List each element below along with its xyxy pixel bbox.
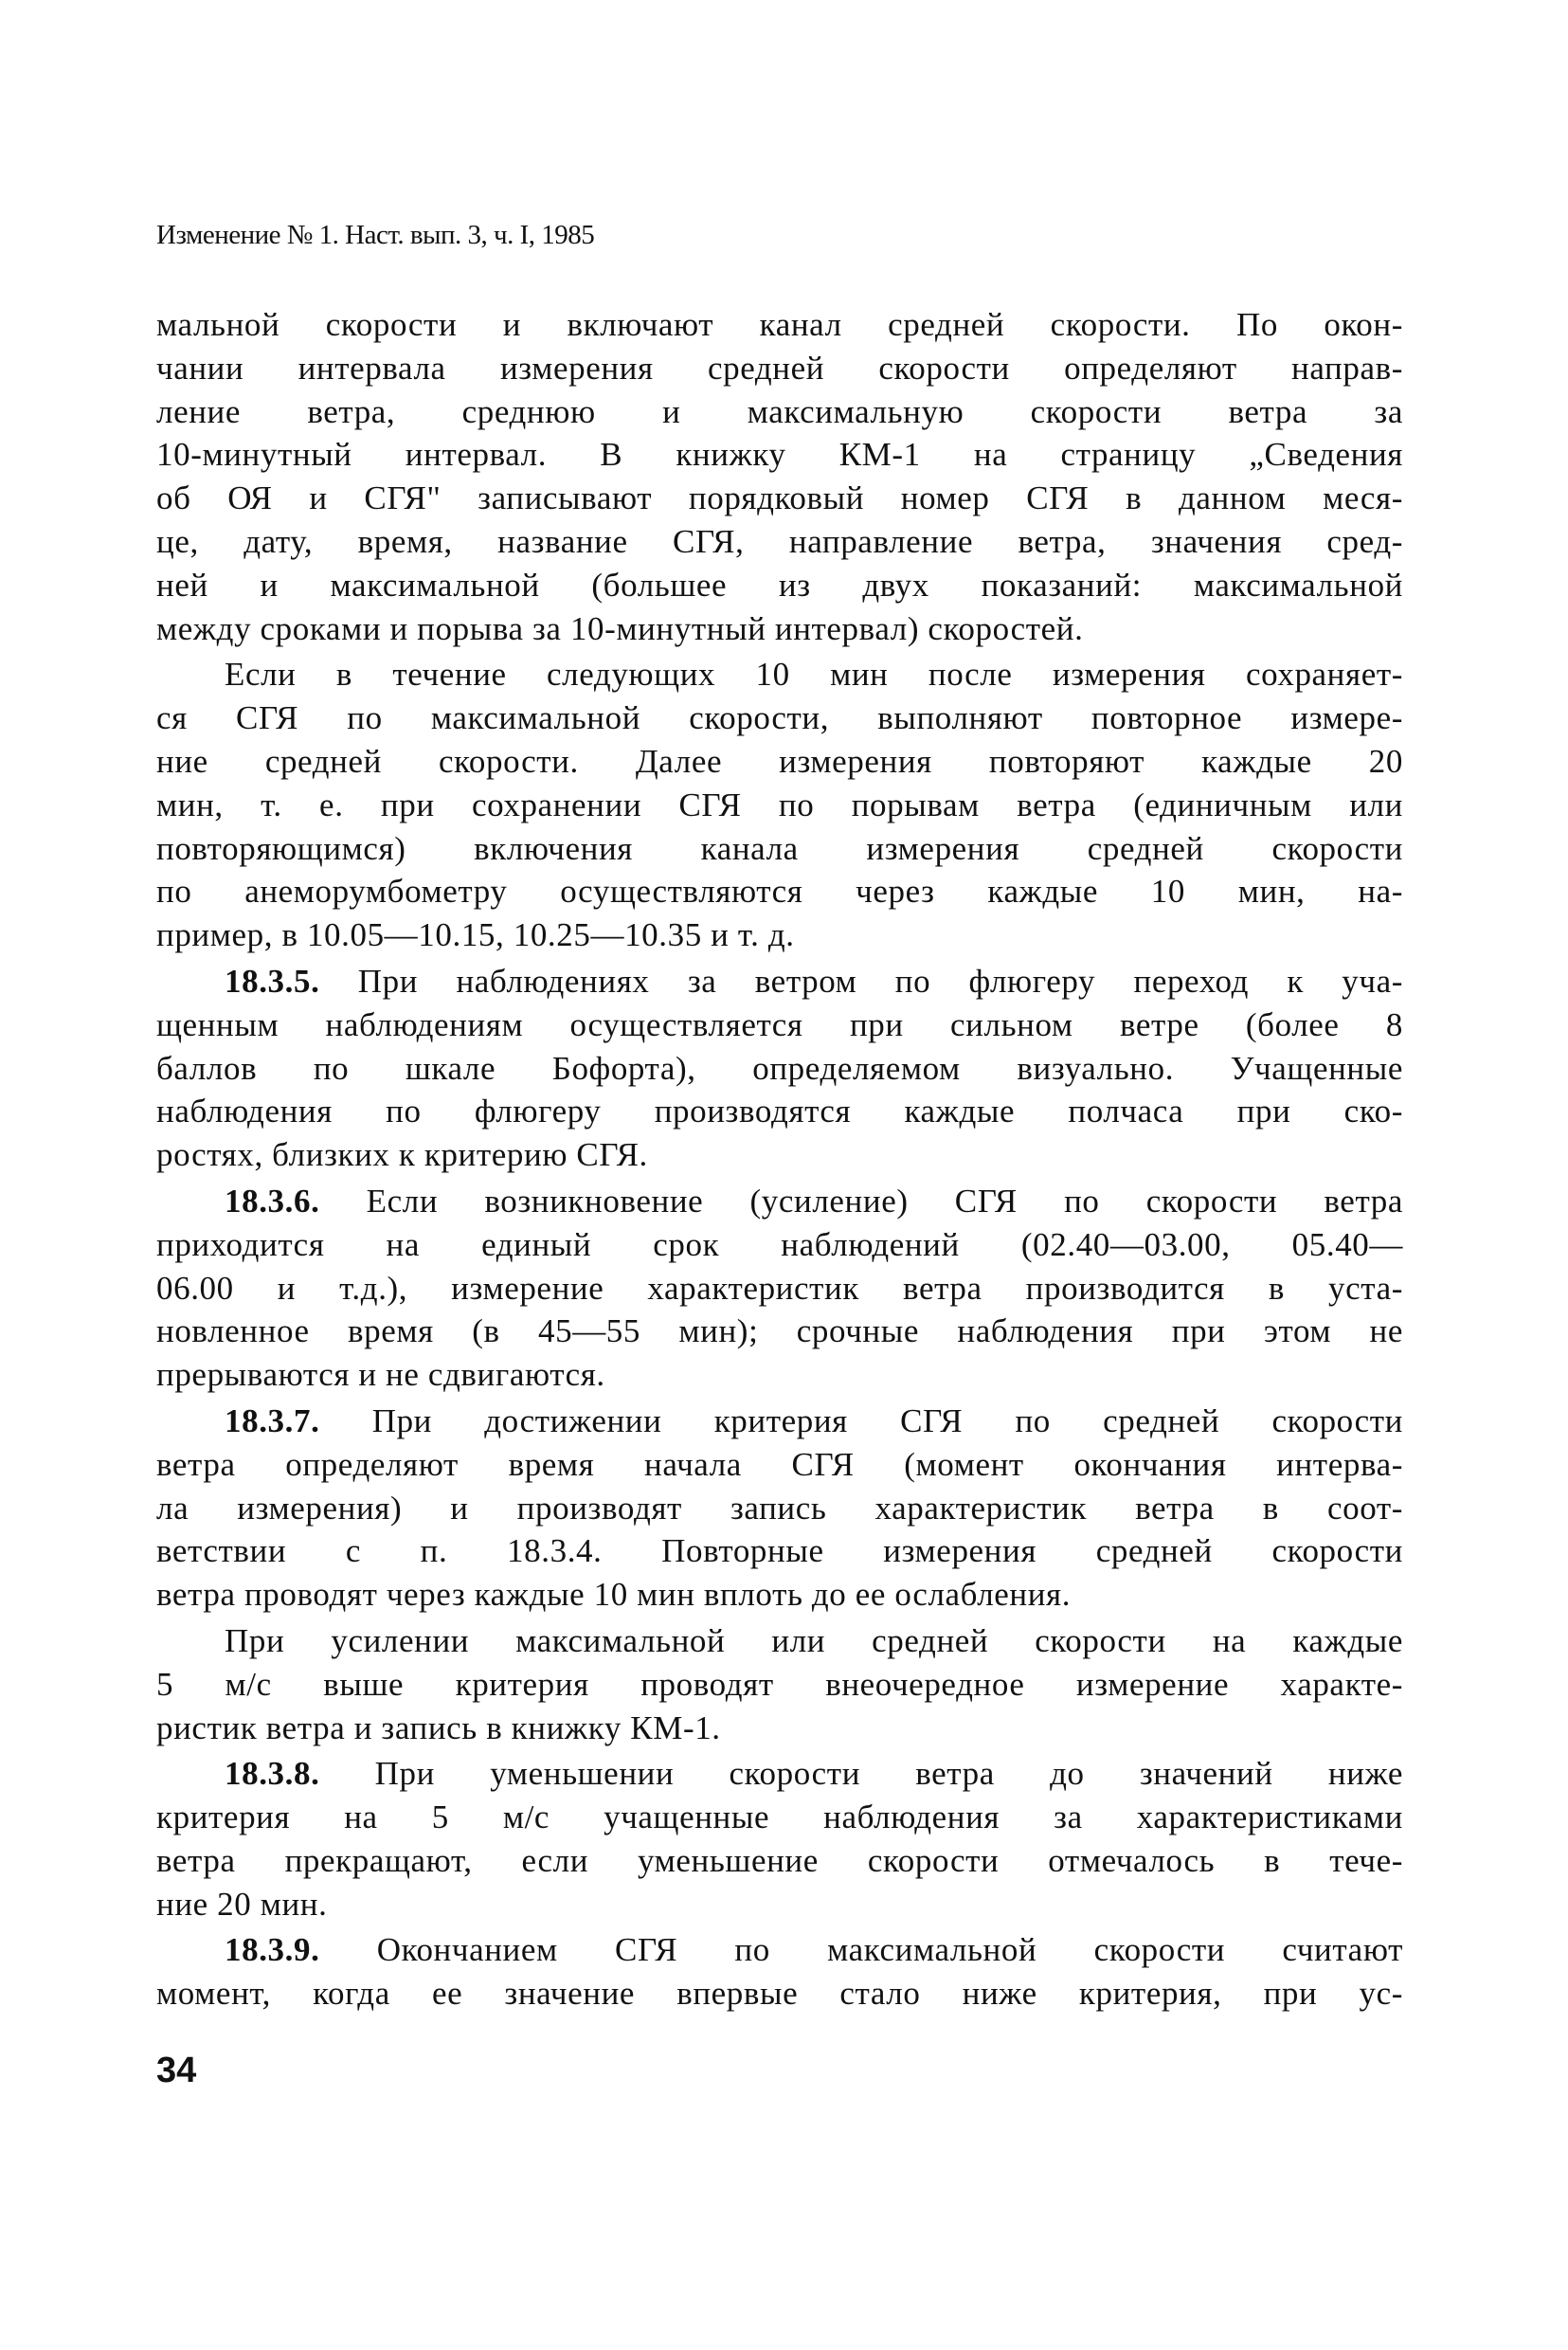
line-text: ветра прекращают, если уменьшение скорости отмечалось в тече- — [156, 1841, 1403, 1879]
line-text: мальной скорости и включают канал средней скорости. По окон- — [156, 306, 1403, 343]
line-text: ветра определяют время начала СГЯ (момент окончания интерва- — [156, 1445, 1403, 1483]
text-line — [156, 390, 1403, 434]
text-line — [156, 1839, 1403, 1883]
line-text: При наблюдениях за ветром по флюгеру переход к уча- — [319, 962, 1403, 1000]
text-line — [156, 1090, 1403, 1133]
section-paragraph — [156, 1752, 1403, 1925]
line-text: ние 20 мин. — [156, 1885, 328, 1923]
text-line — [156, 1663, 1403, 1707]
line-text: критерия на 5 м/с учащенные наблюдения за характеристиками — [156, 1799, 1403, 1836]
text-line — [156, 1619, 1403, 1663]
text-line — [156, 564, 1403, 607]
line-text: При усилении максимальной или средней скорости на каждые — [225, 1621, 1403, 1659]
text-line — [156, 653, 1403, 696]
paragraph — [156, 1619, 1403, 1749]
text-line — [156, 960, 1403, 1003]
line-text: момент, когда ее значение впервые стало ниже критерия, при ус- — [156, 1975, 1403, 2013]
line-text: ветствии с п. 18.3.4. Повторные измерения средней скорости — [156, 1532, 1403, 1570]
line-text: ристик ветра и запись в книжку КМ-1. — [156, 1708, 721, 1746]
section-number: 18.3.5. — [225, 962, 320, 1000]
text-line — [156, 1752, 1403, 1796]
line-text: Если возникновение (усиление) СГЯ по скорости ветра — [319, 1182, 1403, 1220]
line-text: Если в течение следующих 10 мин после измерения сохраняет- — [225, 656, 1403, 694]
line-text: новленное время (в 45—55 мин); срочные наблюдения при этом не — [156, 1312, 1403, 1350]
text-line — [156, 740, 1403, 784]
section-paragraph — [156, 1400, 1403, 1617]
text-line — [156, 433, 1403, 477]
line-text: прерываются и не сдвигаются. — [156, 1356, 605, 1394]
text-line — [156, 1310, 1403, 1353]
line-text: Окончанием СГЯ по максимальной скорости считают — [319, 1931, 1403, 1969]
text-line — [156, 1529, 1403, 1573]
line-text: ла измерения) и производят запись характеристик ветра в соот- — [156, 1489, 1403, 1527]
line-text: 10-минутный интервал. В книжку КМ-1 на страницу „Сведения — [156, 436, 1403, 474]
text-line — [156, 784, 1403, 827]
line-text: ветра проводят через каждые 10 мин вплоть до ее ослабления. — [156, 1576, 1072, 1614]
paragraph — [156, 653, 1403, 957]
line-text: При уменьшении скорости ветра до значений ниже — [319, 1755, 1403, 1793]
line-text: 5 м/с выше критерия проводят внеочередное измерение характе- — [156, 1665, 1403, 1703]
line-text: ние средней скорости. Далее измерения повторяют каждые 20 — [156, 742, 1403, 780]
section-number: 18.3.7. — [225, 1401, 320, 1439]
line-text: мин, т. е. при сохранении СГЯ по порывам ветра (единичным или — [156, 786, 1403, 823]
text-line — [156, 1353, 1403, 1397]
line-text: це, дату, время, название СГЯ, направление ветра, значения сред- — [156, 522, 1403, 560]
running-header: Изменение № 1. Наст. вып. 3, ч. I, 1985 — [156, 220, 595, 250]
text-line — [156, 1573, 1403, 1617]
text-line — [156, 1133, 1403, 1177]
text-line — [156, 1883, 1403, 1926]
text-line — [156, 1003, 1403, 1047]
text-line — [156, 1267, 1403, 1311]
line-text: об ОЯ и СГЯ" записывают порядковый номер СГЯ в данном меся- — [156, 479, 1403, 517]
section-paragraph — [156, 1928, 1403, 2016]
line-text: повторяющимся) включения канала измерения средней скорости — [156, 829, 1403, 867]
section-number: 18.3.6. — [225, 1182, 320, 1220]
page-number: 34 — [156, 2051, 197, 2090]
text-line — [156, 1928, 1403, 1972]
section-number: 18.3.8. — [225, 1755, 320, 1793]
text-line — [156, 1047, 1403, 1091]
text-line — [156, 1400, 1403, 1443]
line-text: по анеморумбометру осуществляются через каждые 10 мин, на- — [156, 873, 1403, 911]
line-text: между сроками и порыва за 10-минутный интервал) скоростей. — [156, 609, 1084, 647]
line-text: приходится на единый срок наблюдений (02.40—03.00, 05.40— — [156, 1225, 1403, 1263]
text-line — [156, 870, 1403, 913]
text-line — [156, 696, 1403, 740]
text-line — [156, 1796, 1403, 1839]
text-line — [156, 520, 1403, 564]
line-text: ней и максимальной (большее из двух показаний: максимальной — [156, 566, 1403, 604]
line-text: ся СГЯ по максимальной скорости, выполняют повторное измере- — [156, 699, 1403, 737]
text-line — [156, 1443, 1403, 1487]
line-text: пример, в 10.05—10.15, 10.25—10.35 и т. д. — [156, 916, 795, 954]
line-text: наблюдения по флюгеру производятся каждые полчаса при ско- — [156, 1093, 1403, 1130]
line-text: ростях, близких к критерию СГЯ. — [156, 1136, 648, 1174]
text-line — [156, 1707, 1403, 1750]
paragraph — [156, 303, 1403, 650]
text-line — [156, 1180, 1403, 1223]
body-text — [156, 303, 1403, 2018]
text-line — [156, 477, 1403, 520]
line-text: щенным наблюдениям осуществляется при сильном ветре (более 8 — [156, 1005, 1403, 1043]
section-paragraph — [156, 960, 1403, 1177]
text-line — [156, 347, 1403, 390]
line-text: ление ветра, среднюю и максимальную скорости ветра за — [156, 392, 1403, 430]
text-line — [156, 1487, 1403, 1530]
section-number: 18.3.9. — [225, 1931, 320, 1969]
text-line — [156, 303, 1403, 347]
section-paragraph — [156, 1180, 1403, 1397]
text-line — [156, 827, 1403, 871]
line-text: 06.00 и т.д.), измерение характеристик ветра производится в уста- — [156, 1269, 1403, 1307]
text-line — [156, 1972, 1403, 2016]
text-line — [156, 913, 1403, 957]
line-text: При достижении критерия СГЯ по средней скорости — [319, 1401, 1403, 1439]
text-line — [156, 1223, 1403, 1267]
line-text: баллов по шкале Бофорта), определяемом визуально. Учащенные — [156, 1049, 1403, 1087]
text-line — [156, 607, 1403, 651]
line-text: чании интервала измерения средней скорости определяют направ- — [156, 349, 1403, 387]
